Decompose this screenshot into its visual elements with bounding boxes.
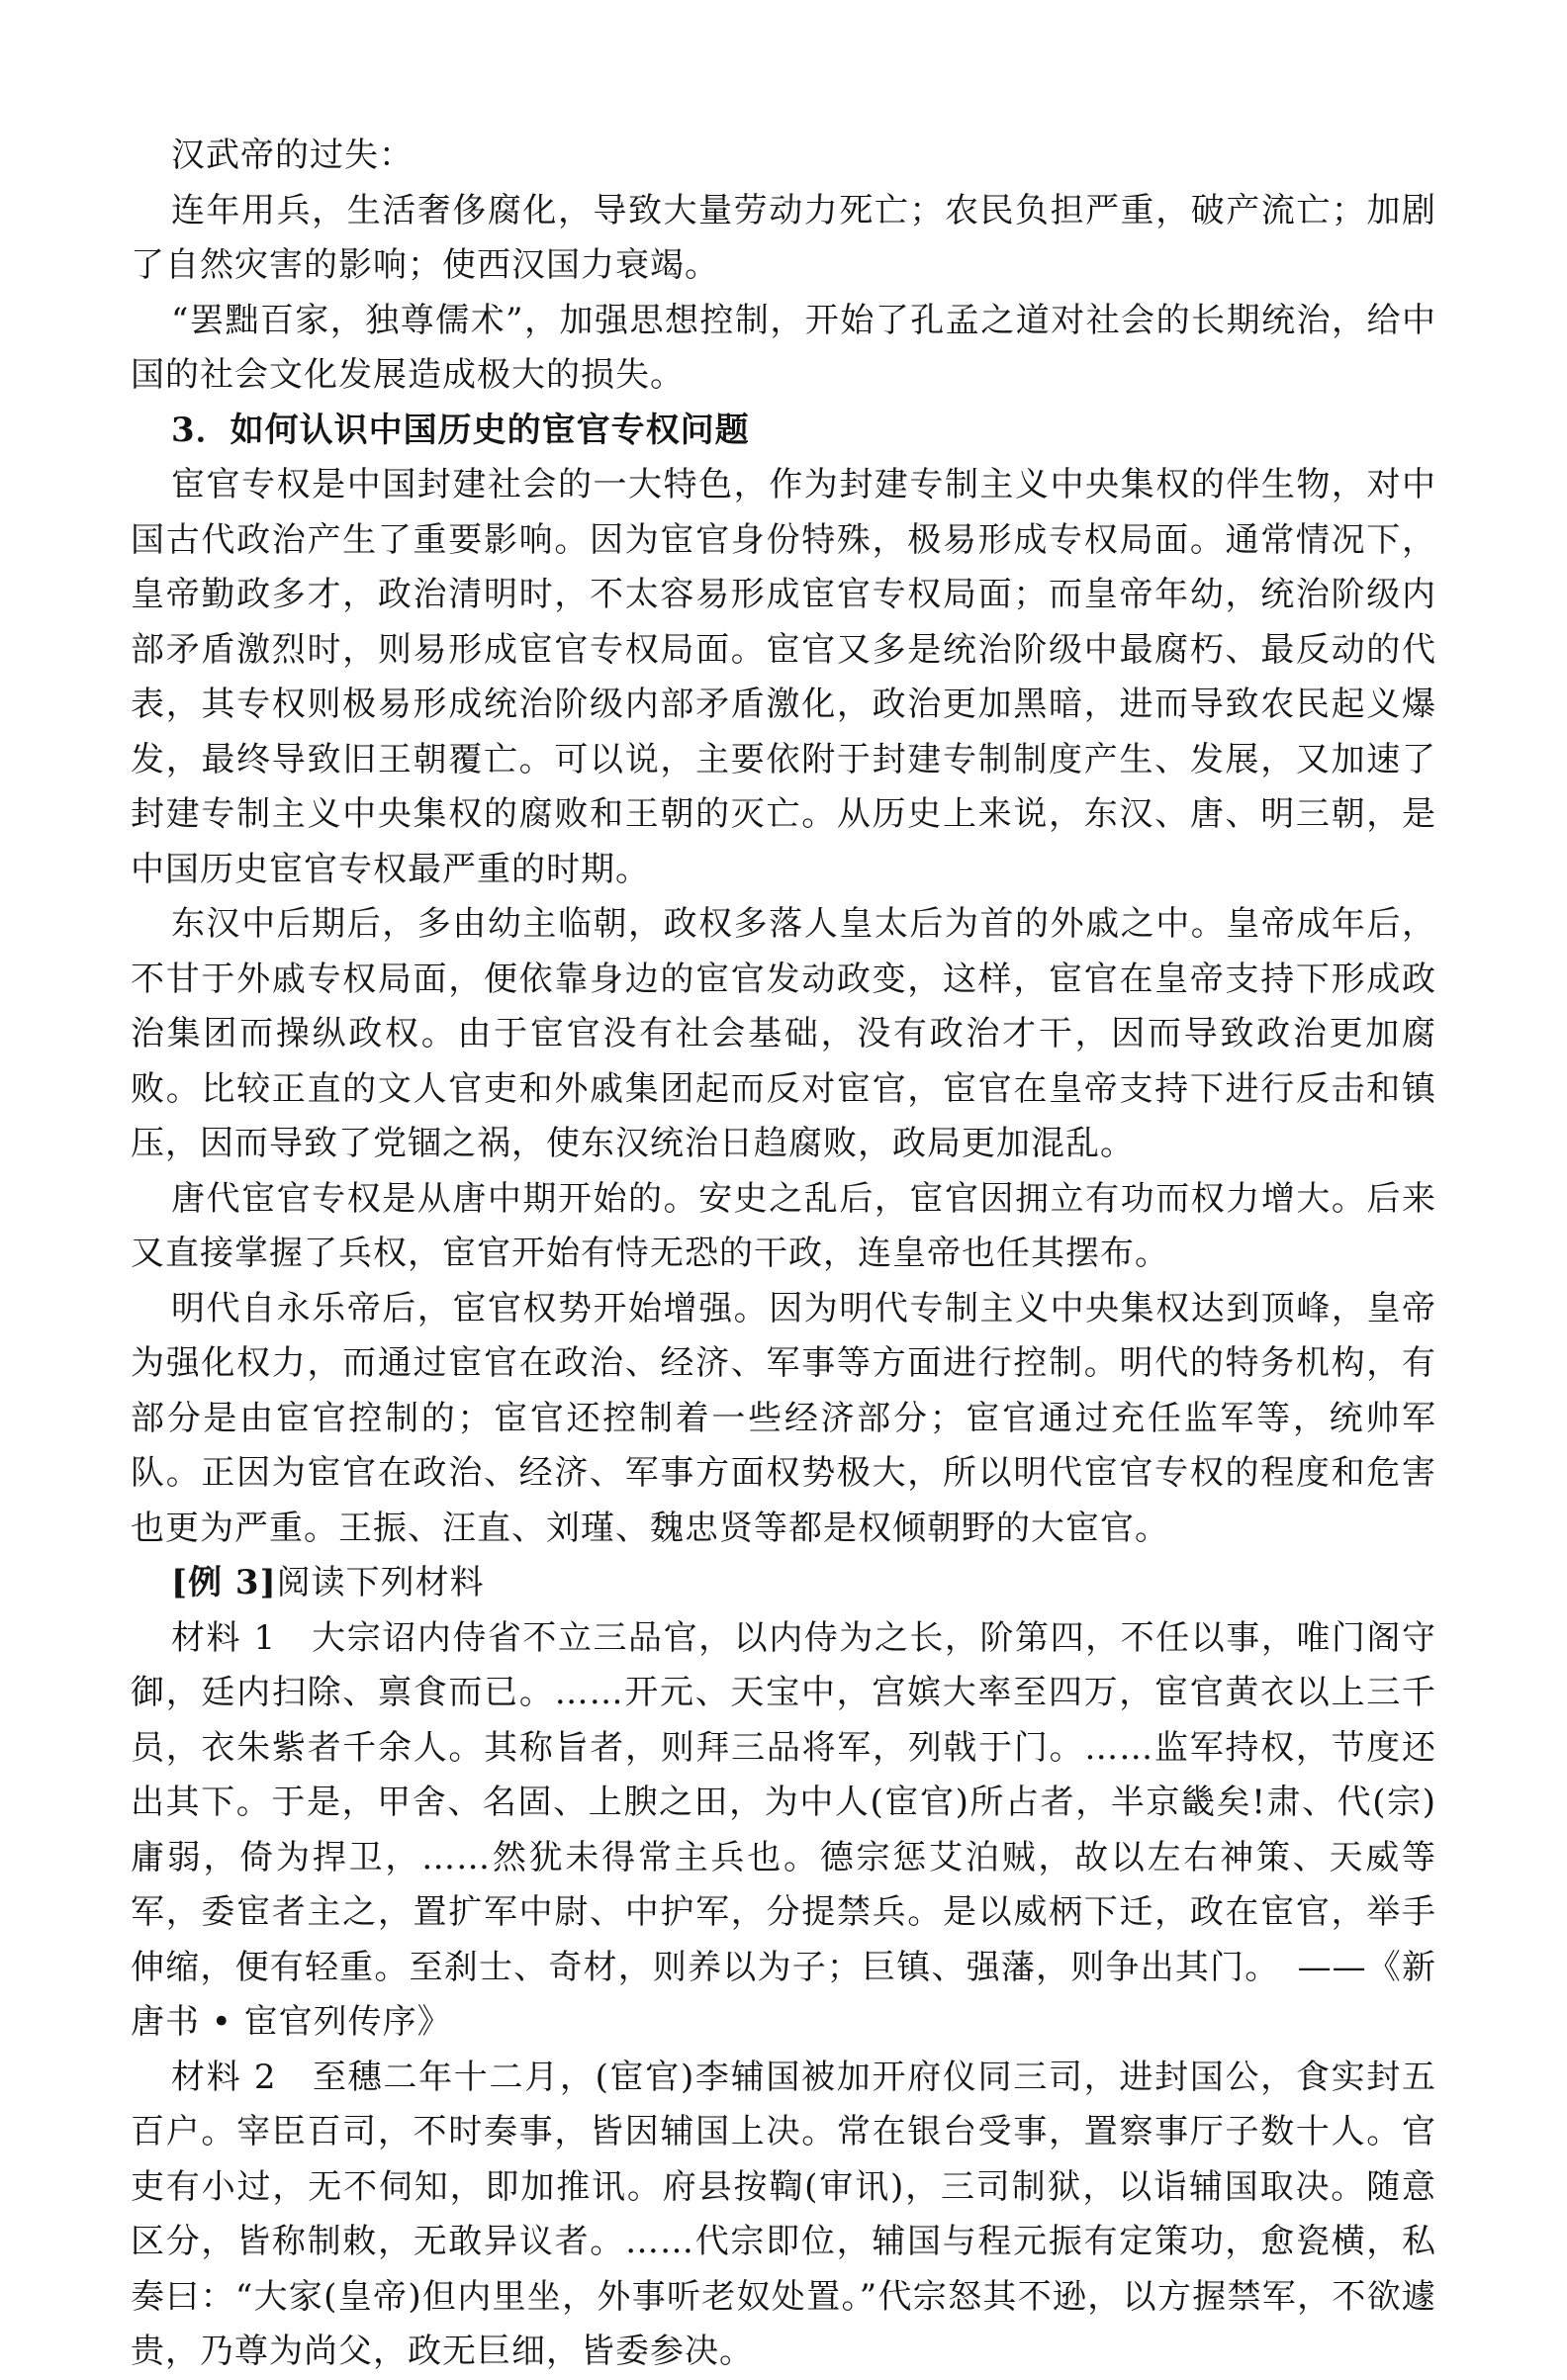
paragraph-eunuch-overview: 宦官专权是中国封建社会的一大特色，作为封建专制主义中央集权的伴生物，对中国古代政治产生了重要影响。因为宦官身份特殊，极易形成专权局面。通常情况下，皇帝勤政多才，政治清明时，不太容易形成宦官专权局面；而皇帝年幼，统治阶级内部矛盾激烈时，则易形成宦官专权局面。宦官又多是统治阶级中最腐朽、最反动的代表，其专权则极易形成统治阶级内部矛盾激化，政治更加黑暗，进而导致农民起义爆发，最终导致旧王朝覆亡。可以说，主要依附于封建专制制度产生、发展，又加速了封建专制主义中央集权的腐败和王朝的灭亡。从历史上来说，东汉、唐、明三朝，是中国历史宦官专权最严重的时期。 — [131, 465, 1436, 889]
paragraph-emperor-wu-faults-heading: 汉武帝的过失： — [171, 136, 414, 175]
document-body — [131, 129, 1436, 2380]
paragraph-ming: 明代自永乐帝后，宦官权势开始增强。因为明代专制主义中央集权达到顶峰，皇帝为强化权力，而通过宦官在政治、经济、军事等方面进行控制。明代的特务机构，有部分是由宦官控制的；宦官还控制着一些经济部分；宦官通过充任监军等，统帅军队。正因为宦官在政治、经济、军事方面权势极大，所以明代宦官专权的程度和危害也更为严重。王振、汪直、刘瑾、魏忠贤等都是权倾朝野的大宦官。 — [131, 1288, 1436, 1548]
example-3-line — [131, 1556, 1436, 1611]
material-1: 材料 1 大宗诏内侍省不立三品官，以内侍为之长，阶第四，不任以事，唯门阁守御，廷内扫除、禀食而已。……开元、天宝中，宫嫔大率至四万，宦官黄衣以上三千员，衣朱紫者千余人。其称旨者，则拜三品将军，列戟于门。……监军持权，节度还出其下。于是，甲舍、名固、上腴之田，为中人(宦官)所占者，半京畿矣!肃、代(宗)庸弱，倚为捍卫，……然犹未得常主兵也。德宗惩艾泊贼，故以左右神策、天威等军，委宦者主之，置扩军中尉、中护军，分提禁兵。是以威柄下迁，政在宦官，举手伸缩，便有轻重。至刹士、奇材，则养以为子；巨镇、强藩，则争出其门。 ——《新唐书 • 宦官列传序》 — [131, 1617, 1436, 2042]
paragraph-emperor-wu-faults-2: “罢黜百家，独尊儒术”，加强思想控制，开始了孔孟之道对社会的长期统治，给中国的社会文化发展造成极大的损失。 — [131, 300, 1436, 395]
section-heading-eunuch-power: 3．如何认识中国历史的宦官专权问题 — [171, 410, 750, 450]
paragraph-emperor-wu-faults-1: 连年用兵，生活奢侈腐化，导致大量劳动力死亡；农民负担严重，破产流亡；加剧了自然灾害的影响；使西汉国力衰竭。 — [131, 190, 1436, 285]
example-3-instruction: 阅读下列材料 — [276, 1563, 485, 1602]
material-2: 材料 2 至穗二年十二月，(宦官)李辅国被加开府仪同三司，进封国公，食实封五百户。宰臣百司，不时奏事，皆因辅国上决。常在银台受事，置察事厅子数十人。官吏有小过，无不伺知，即加推讯。府县按鞫(审讯)，三司制狱，以诣辅国取决。随意区分，皆称制敕，无敢异议者。……代宗即位，辅国与程元振有定策功，愈瓷横，私奏曰：“大家(皇帝)但内里坐，外事听老奴处置。”代宗怒其不逊，以方握禁军，不欲遽贵，乃尊为尚父，政无巨细，皆委参决。 — [131, 2057, 1436, 2371]
paragraph-eastern-han: 东汉中后期后，多由幼主临朝，政权多落人皇太后为首的外戚之中。皇帝成年后，不甘于外戚专权局面，便依靠身边的宦官发动政变，这样，宦官在皇帝支持下形成政治集团而操纵政权。由于宦官没有社会基础，没有政治才干，因而导致政治更加腐败。比较正直的文人官吏和外戚集团起而反对宦官，宦官在皇帝支持下进行反击和镇压，因而导致了党锢之祸，使东汉统治日趋腐败，政局更加混乱。 — [131, 904, 1436, 1163]
paragraph-tang: 唐代宦官专权是从唐中期开始的。安史之乱后，宦官因拥立有功而权力增大。后来又直接掌握了兵权，宦官开始有恃无恐的干政，连皇帝也任其摆布。 — [131, 1178, 1436, 1273]
example-3-label: [例 3] — [171, 1563, 277, 1602]
